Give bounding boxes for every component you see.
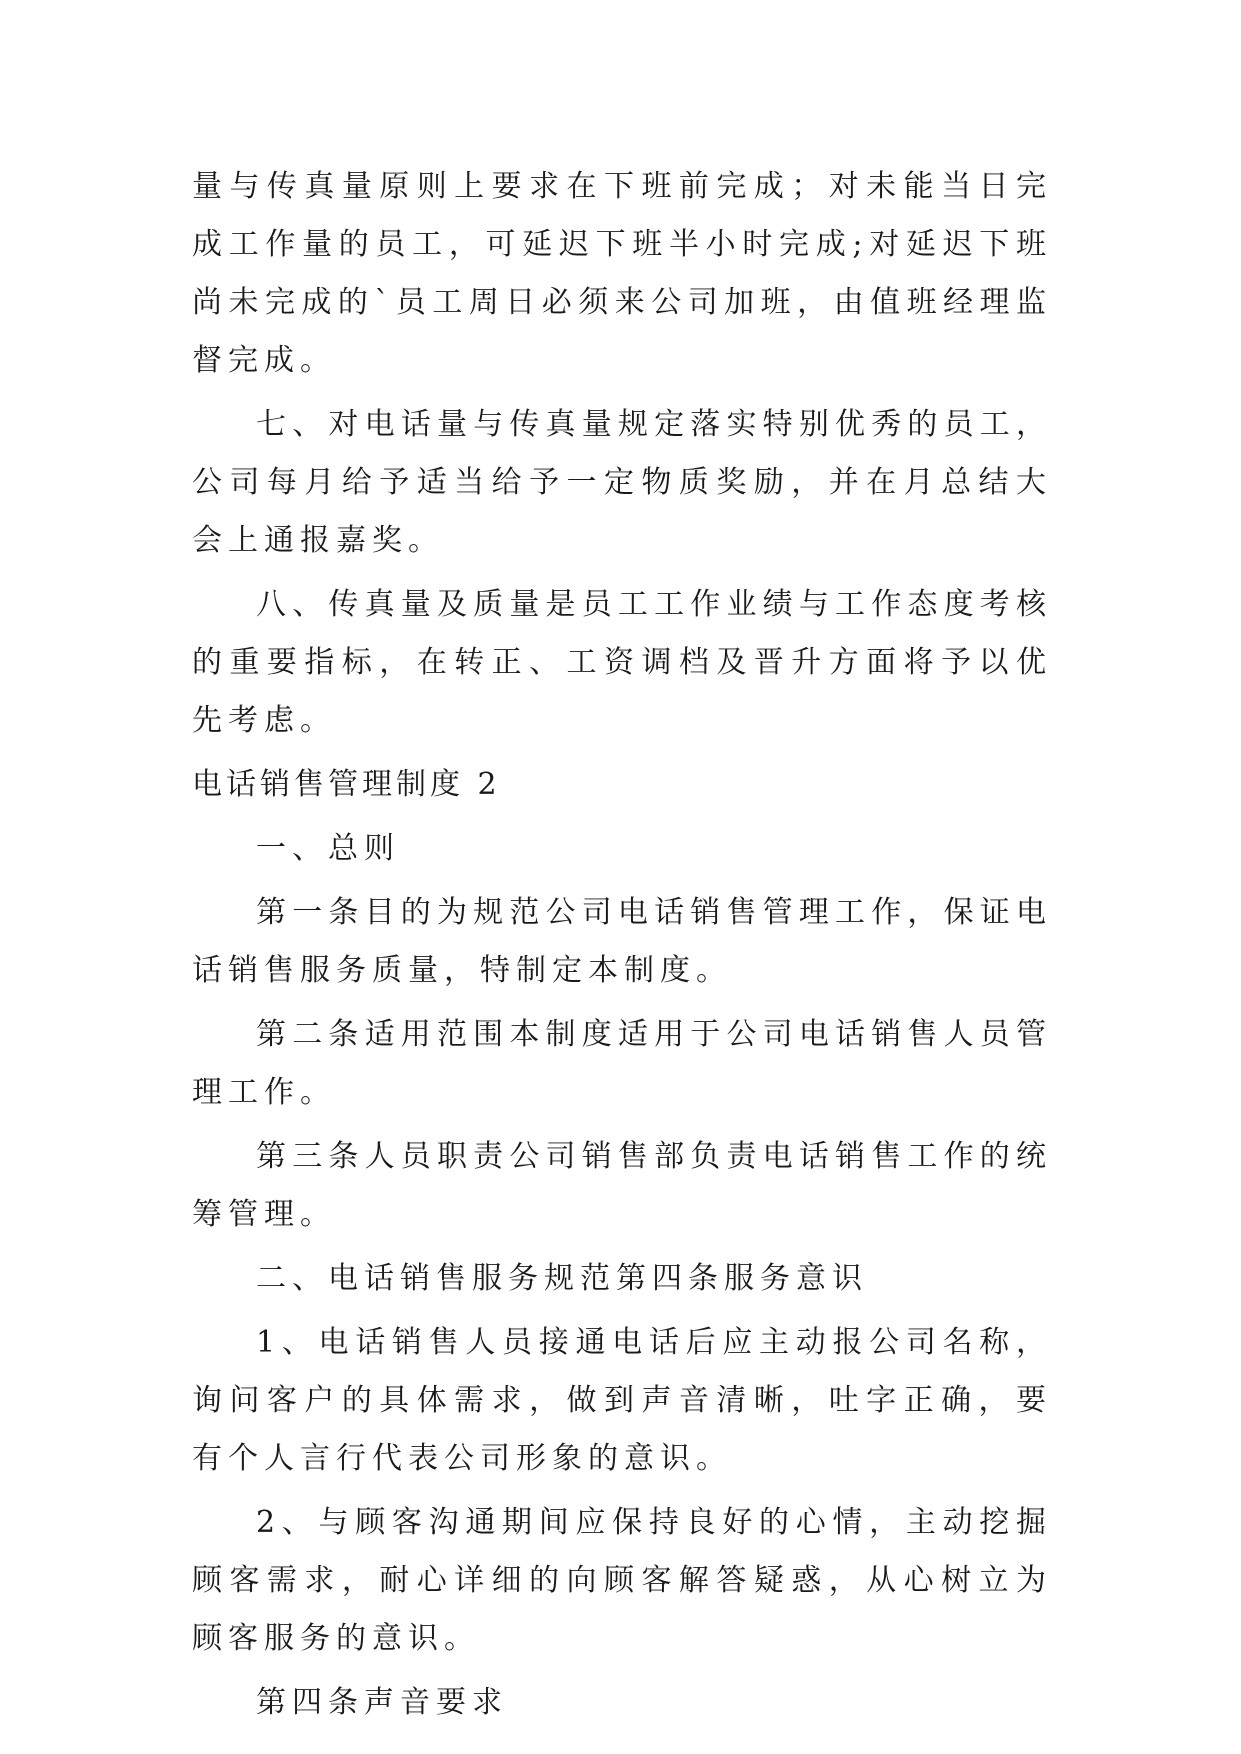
- document-body: [192, 158, 1052, 1738]
- article-4-voice: 第四条声音要求: [256, 1685, 508, 1720]
- article-3: 第三条人员职责公司销售部负责电话销售工作的统筹管理。: [192, 1139, 1052, 1232]
- service-item-1: 1、电话销售人员接通电话后应主动报公司名称，询问客户的具体需求，做到声音清晰，吐字正确，要有个人言行代表公司形象的意识。: [192, 1325, 1052, 1476]
- chapter-service: 二、电话销售服务规范第四条服务意识: [256, 1261, 868, 1296]
- article-2: 第二条适用范围本制度适用于公司电话销售人员管理工作。: [192, 1017, 1052, 1110]
- section-heading: 电话销售管理制度 2: [192, 767, 501, 802]
- article-1: 第一条目的为规范公司电话销售管理工作，保证电话销售服务质量，特制定本制度。: [192, 895, 1052, 988]
- paragraph-1: 量与传真量原则上要求在下班前完成；对未能当日完成工作量的员工，可延迟下班半小时完成;对延迟下班尚未完成的`员工周日必须来公司加班，由值班经理监督完成。: [192, 169, 1052, 378]
- chapter-general: 一、总则: [256, 831, 400, 866]
- paragraph-8: 八、传真量及质量是员工工作业绩与工作态度考核的重要指标，在转正、工资调档及晋升方面将予以优先考虑。: [192, 587, 1052, 738]
- paragraph-7: 七、对电话量与传真量规定落实特别优秀的员工，公司每月给予适当给予一定物质奖励，并在月总结大会上通报嘉奖。: [192, 407, 1052, 558]
- service-item-2: 2、与顾客沟通期间应保持良好的心情，主动挖掘顾客需求，耐心详细的向顾客解答疑惑，从心树立为顾客服务的意识。: [192, 1505, 1052, 1656]
